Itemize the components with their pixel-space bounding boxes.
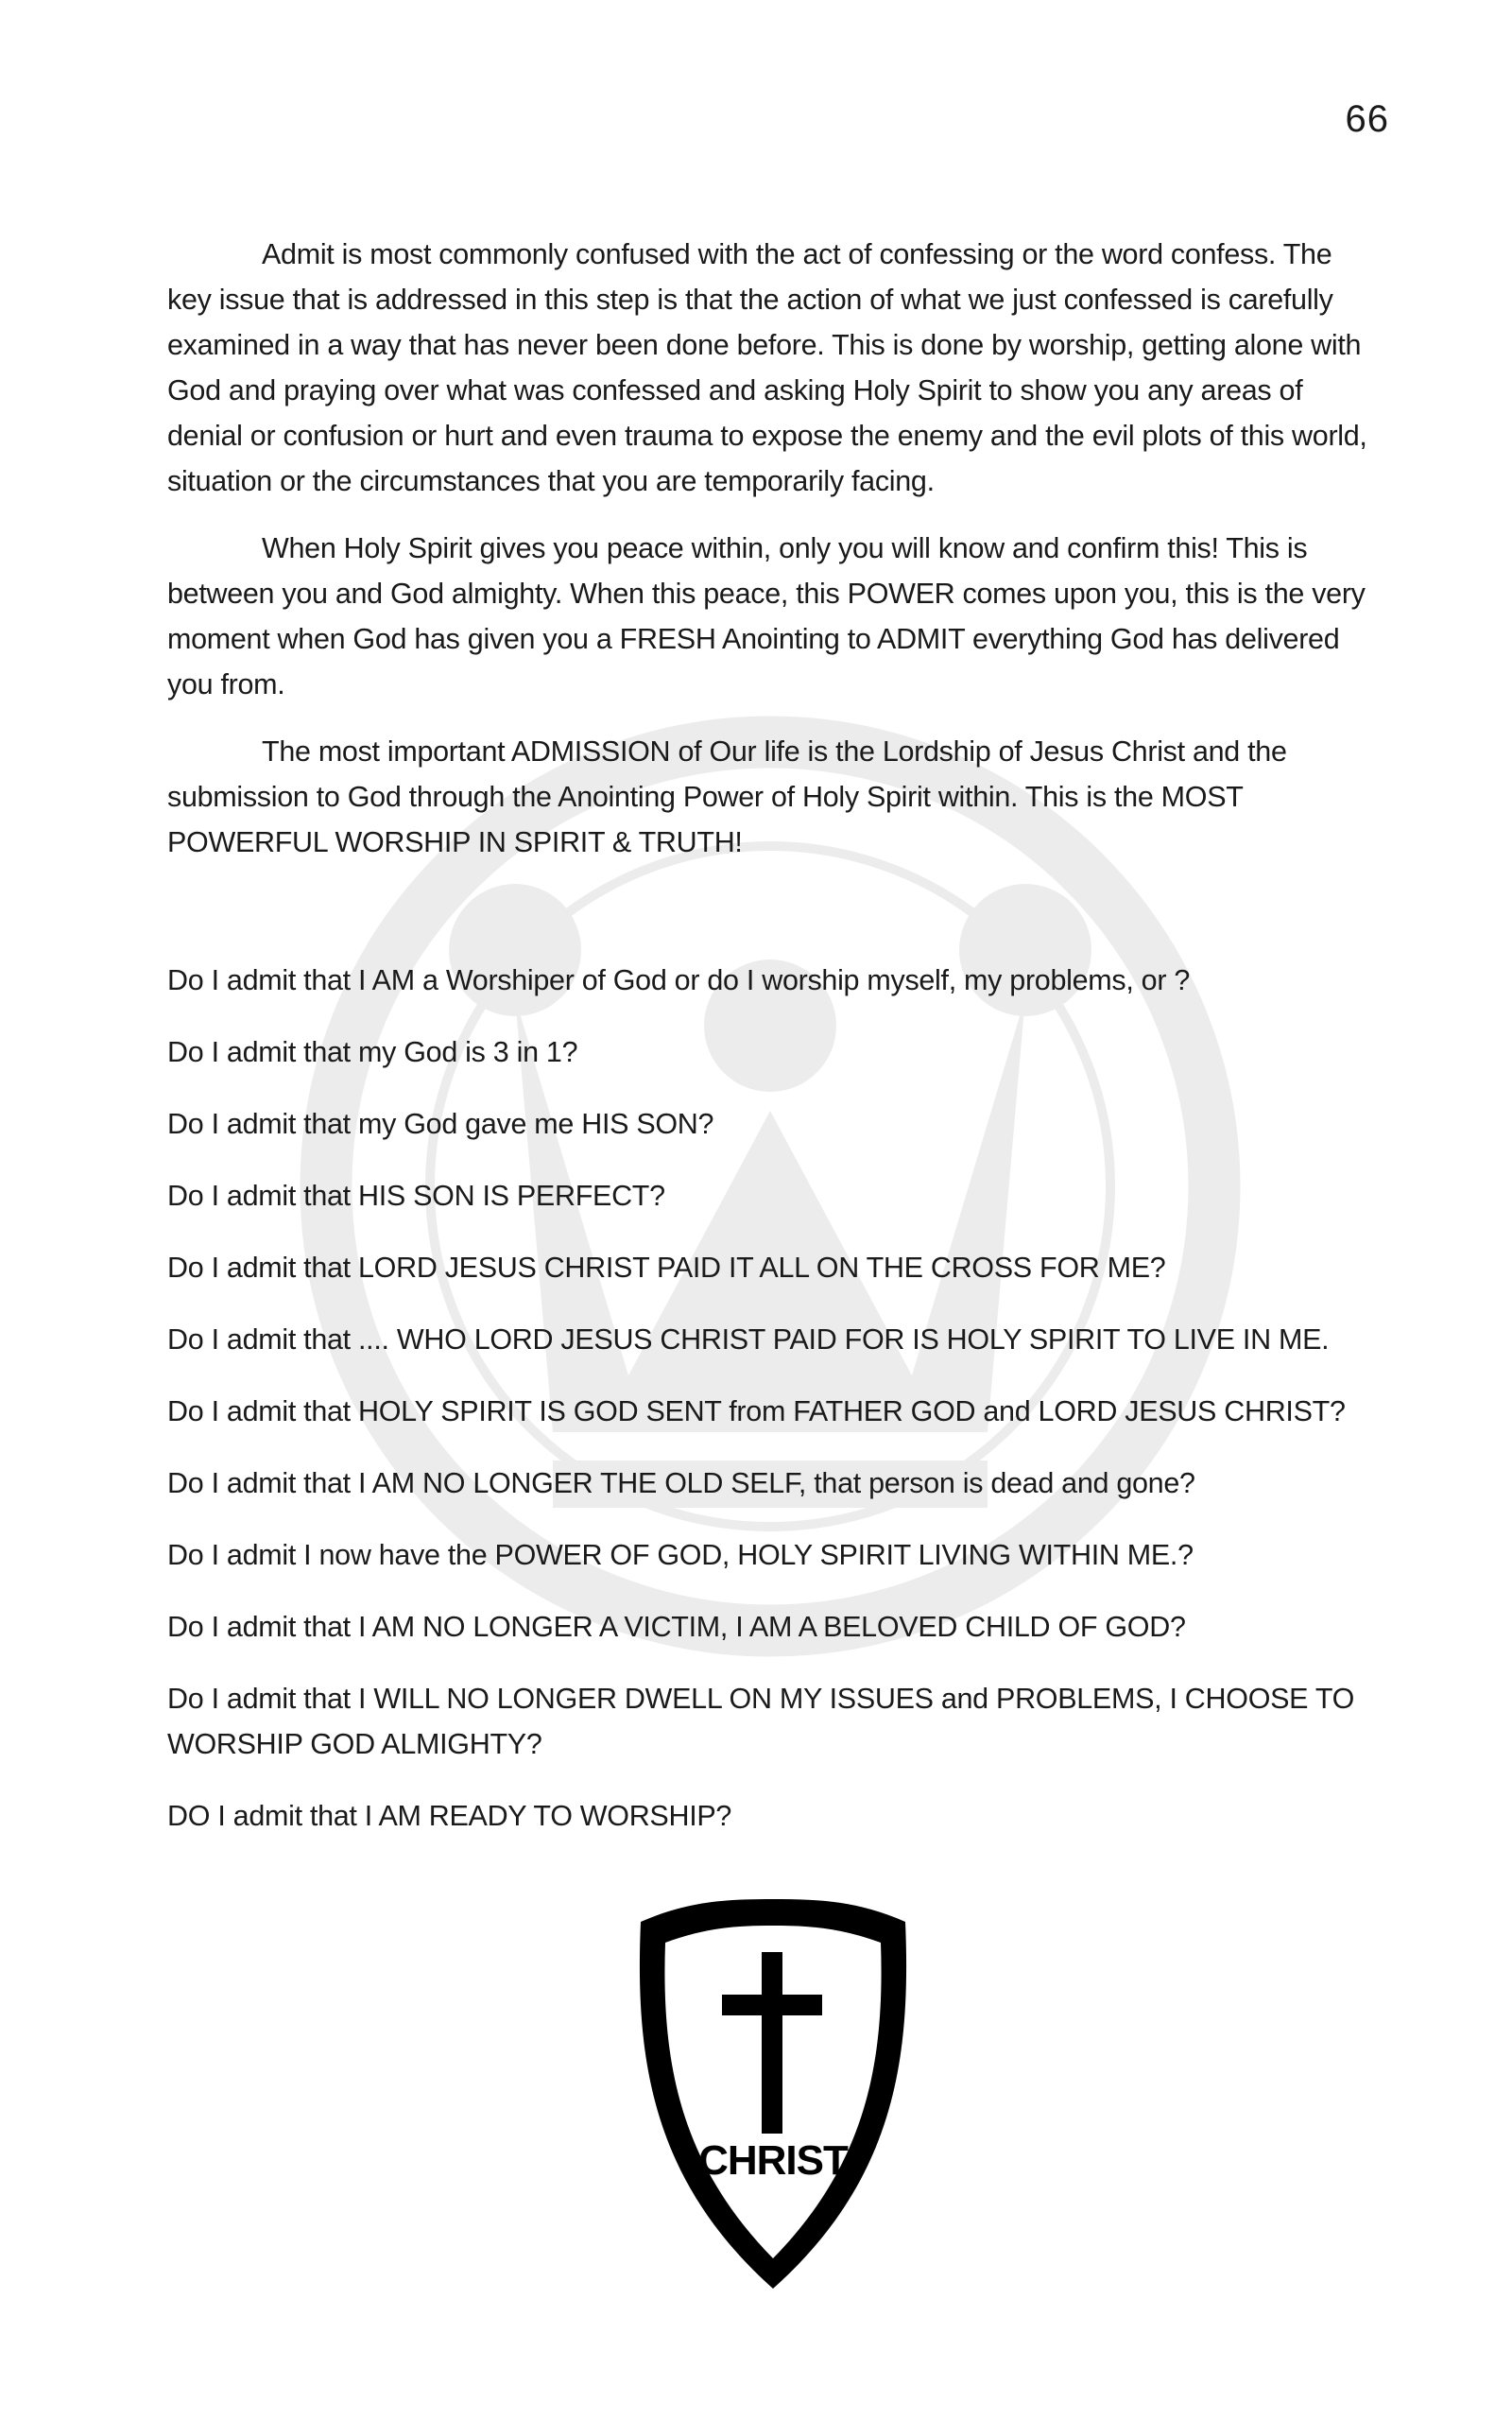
admission-question: Do I admit that I AM a Worshiper of God or do I worship myself, my problems, or ? [167, 964, 1191, 996]
admission-question: Do I admit that my God is 3 in 1? [167, 1036, 578, 1068]
admission-question: Do I admit that I AM NO LONGER A VICTIM, I AM A BELOVED CHILD OF GOD? [167, 1611, 1186, 1643]
emblem-label: CHRIST [698, 2137, 848, 2184]
admission-question: DO I admit that I AM READY TO WORSHIP? [167, 1800, 732, 1832]
admission-question: Do I admit that HIS SON IS PERFECT? [167, 1180, 665, 1212]
admission-question: Do I admit I now have the POWER OF GOD, HOLY SPIRIT LIVING WITHIN ME.? [167, 1539, 1194, 1571]
paragraph-admit-meaning: Admit is most commonly confused with the act of confessing or the word confess. The key issue that is addressed in this step is that the action of what we just confessed is carefully examined in a way that has never been done before. This is done by worship, getting alone with God and praying over what was confessed and asking Holy Spirit to show you any areas of denial or confusion or hurt and even trauma to expose the enemy and the evil plots of this world, situation or the circumstances that you are temporarily facing. [167, 238, 1367, 497]
admission-question-list [167, 958, 1377, 1839]
admission-question: Do I admit that LORD JESUS CHRIST PAID IT ALL ON THE CROSS FOR ME? [167, 1252, 1166, 1284]
admission-question: Do I admit that I WILL NO LONGER DWELL ON MY ISSUES and PROBLEMS, I CHOOSE TO WORSHIP GOD ALMIGHTY? [167, 1683, 1355, 1760]
admission-question: Do I admit that HOLY SPIRIT IS GOD SENT from FATHER GOD and LORD JESUS CHRIST? [167, 1395, 1346, 1427]
page-body [167, 232, 1377, 1865]
admission-question: Do I admit that my God gave me HIS SON? [167, 1108, 714, 1140]
admission-question: Do I admit that .... WHO LORD JESUS CHRIST PAID FOR IS HOLY SPIRIT TO LIVE IN ME. [167, 1323, 1330, 1356]
admission-question: Do I admit that I AM NO LONGER THE OLD SELF, that person is dead and gone? [167, 1467, 1195, 1499]
cross-shield-icon [631, 1895, 915, 2294]
paragraph-peace-within: When Holy Spirit gives you peace within, only you will know and confirm this! This is between you and God almighty. When this peace, this POWER comes upon you, this is the very moment when God has given you a FRESH Anointing to ADMIT everything God has delivered you from. [167, 532, 1366, 700]
paragraph-most-important-admission: The most important ADMISSION of Our life is the Lordship of Jesus Christ and the submission to God through the Anointing Power of Holy Spirit within. This is the MOST POWERFUL WORSHIP IN SPIRIT & TRUTH! [167, 735, 1287, 858]
page-number: 66 [1345, 98, 1389, 140]
